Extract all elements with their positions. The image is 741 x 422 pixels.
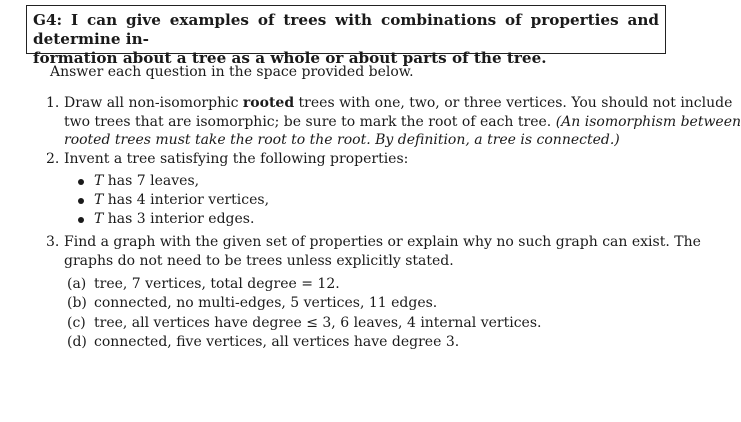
question-3-line-1: Find a graph with the given set of properties or explain why no such graph can exist. The: [64, 234, 701, 250]
question-3-line-2: graphs do not need to be trees unless explicitly stated.: [64, 252, 454, 269]
instructions: Answer each question in the space provided below.: [50, 64, 414, 80]
worksheet-page: G4: I can give examples of trees with combinations of properties and determine in- formation about a tree as a whole or about parts of the tree. Answer each question in the space provided below. 1. Draw all non-isomorphic rooted trees with one, two, or three vertices. You should not include two trees that are isomorphic; be sure to mark the root of each tree. (An isomorphism between rooted trees must take the root to the root. By definition, a tree is connected.) 2. Invent a tree satisfying the following properties: T has 7 leaves, T has 4 interior vertices, T has 3 interior edges. 3. Find a graph with the given set of properties or explain why no such graph can exist. The graphs do not need to be trees unless explicitly stated. (a) tree, 7 vertices, total degree = 12. (b) connected, no multi-edges, 5 vertices, 11 edges. (c) tree, all vertices have degree ≤ 3, 6 leaves, 4 internal vertices. (d) connected, five vertices, all vertices have degree 3.: [0, 0, 700, 422]
question-1-line-2: two trees that are isomorphic; be sure to mark the root of each tree. (An isomorphism between: [64, 113, 741, 130]
goal-line-2: formation about a tree as a whole or about parts of the tree.: [33, 49, 547, 67]
question-3: [46, 233, 701, 271]
question-number: 2.: [46, 151, 60, 167]
rooted-emphasis: rooted: [242, 95, 295, 111]
question-1: [46, 94, 741, 150]
question-2-text: Invent a tree satisfying the following properties:: [64, 151, 409, 167]
question-number: 3.: [46, 234, 60, 250]
part-label: (a): [67, 276, 87, 292]
part-text: tree, 7 vertices, total degree = 12.: [94, 276, 340, 292]
question-2: [46, 150, 666, 170]
question-number: 1.: [46, 95, 60, 111]
part-text: connected, no multi-edges, 5 vertices, 11 edges.: [94, 295, 438, 312]
part-text: tree, all vertices have degree ≤ 3, 6 leaves, 4 internal vertices.: [94, 314, 542, 331]
goal-line-1: G4: I can give examples of trees with combinations of properties and determine in-: [33, 11, 659, 48]
part-label: (c): [67, 314, 86, 331]
part-label: (b): [67, 295, 87, 312]
bullet-icon: [78, 179, 84, 185]
bullet-icon: [78, 198, 84, 204]
question-1-line-1: Draw all non-isomorphic rooted trees with one, two, or three vertices. You should not include: [64, 95, 733, 111]
bullet-icon: [78, 217, 84, 223]
question-1-line-3: rooted trees must take the root to the root. By definition, a tree is connected.): [64, 132, 620, 148]
learning-goal-box: [26, 5, 666, 67]
part-text: connected, five vertices, all vertices have degree 3.: [94, 333, 460, 350]
part-label: (d): [67, 333, 87, 350]
